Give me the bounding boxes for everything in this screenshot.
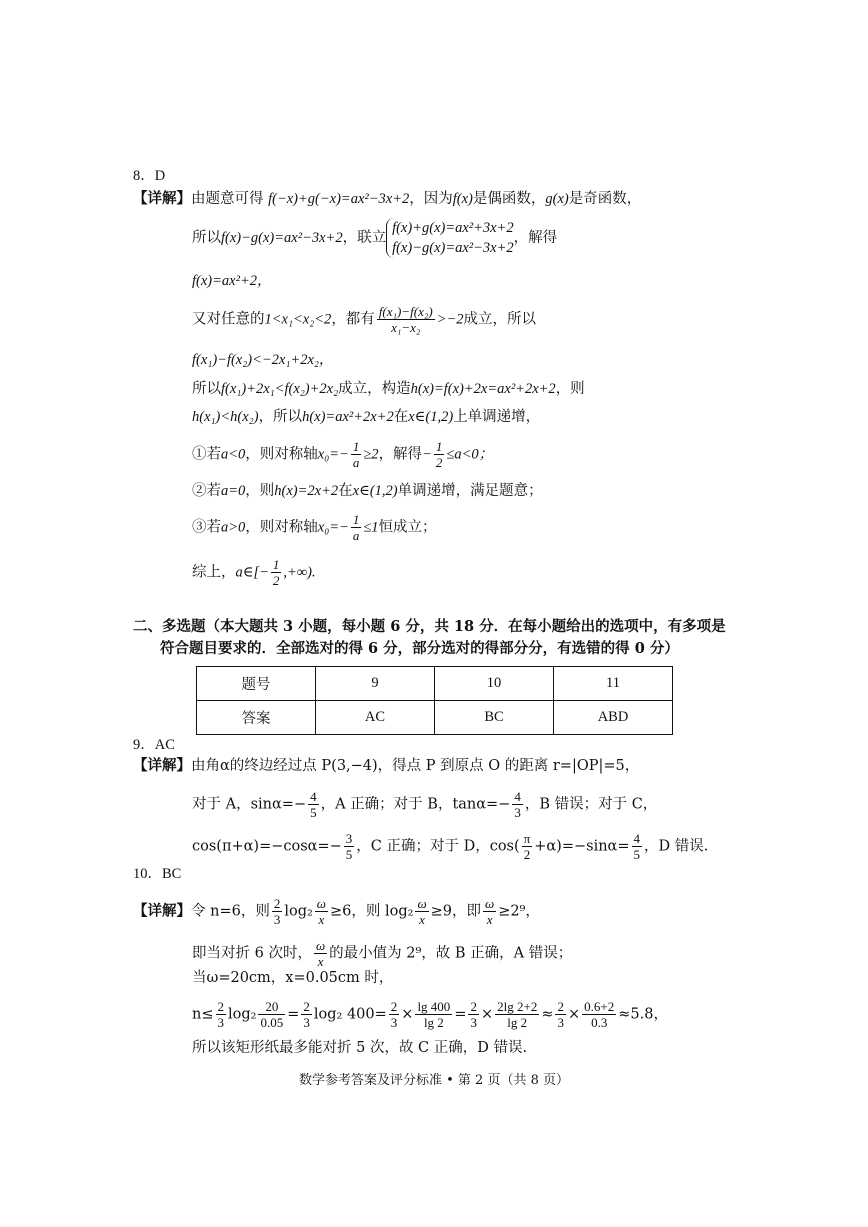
fraction <box>495 1000 539 1029</box>
fraction <box>351 440 362 469</box>
q8-case-1 <box>192 440 493 469</box>
section2-heading-line-1: 二、多选题（本大题共 3 小题，每小题 6 分，共 18 分．在每小题给出的选项中，有多项是 <box>133 618 726 635</box>
numerator: 2 <box>217 999 224 1014</box>
table-cell: 题号 <box>197 667 316 701</box>
formula: f(x)+g(x)=ax²+3x+2 <box>392 220 514 236</box>
formula: ,+∞). <box>283 564 316 581</box>
text: ①若 <box>192 446 221 463</box>
q10-detail-tag: 【详解】 <box>133 902 191 920</box>
text: = <box>454 1006 467 1023</box>
formula: x₀=− <box>317 519 349 536</box>
text: ，解得 <box>513 230 558 246</box>
q8-case-3 <box>192 513 437 542</box>
text: ③若 <box>192 519 221 536</box>
equation-system <box>386 218 514 258</box>
fraction <box>272 897 283 926</box>
formula: f(x) <box>452 191 473 207</box>
text: 的最小值为 2⁹，故 B 正确，A 错误； <box>329 945 573 962</box>
fraction <box>315 897 328 926</box>
formula: a∈[− <box>235 564 269 581</box>
q8-line-5: f(x₁)−f(x₂)<−2x₁+2x₂， <box>192 352 334 368</box>
numerator: 2 <box>390 999 398 1014</box>
numerator: 4 <box>633 831 640 846</box>
formula: a<0 <box>221 446 246 463</box>
fraction <box>258 1000 285 1029</box>
text: 综上， <box>192 564 236 581</box>
text: 上单调递增， <box>453 409 541 425</box>
formula: − <box>422 446 432 463</box>
fraction <box>415 897 428 926</box>
formula: f(x)−g(x)=ax²−3x+2 <box>221 230 343 246</box>
formula: 1<x₁<x₂<2 <box>264 311 332 328</box>
table-row <box>197 701 673 735</box>
text: ≥6，则 log₂ <box>329 903 414 920</box>
q8-line-1 <box>133 192 641 207</box>
text: × <box>401 1006 414 1023</box>
text: ，D 错误. <box>644 838 709 855</box>
numerator: ω <box>485 896 495 911</box>
text: log₂ <box>284 903 313 920</box>
fraction <box>314 939 327 968</box>
denominator: x <box>419 912 425 927</box>
text: ，所以 <box>258 409 303 425</box>
fraction <box>216 1000 227 1029</box>
numerator: 0.6+2 <box>584 999 615 1014</box>
denominator: 2 <box>523 847 531 862</box>
text: 成立，所以 <box>463 311 537 328</box>
formula: >−2 <box>436 311 464 328</box>
table-cell: 答案 <box>197 701 316 735</box>
q8-detail-tag: 【详解】 <box>133 190 191 207</box>
denominator: 3 <box>303 1015 310 1030</box>
q10-line-4 <box>192 1000 668 1029</box>
q10-line-1 <box>133 897 540 926</box>
q8-line-4 <box>192 305 536 334</box>
denominator: x₁−x₂ <box>391 320 421 335</box>
fraction <box>351 513 362 542</box>
denominator: 3 <box>557 1015 564 1030</box>
fraction <box>344 832 355 861</box>
fraction <box>522 832 533 861</box>
q9-header: 9．AC <box>133 737 175 753</box>
table-cell: 11 <box>554 667 673 701</box>
numerator: ω <box>315 938 326 953</box>
text: 即当对折 6 次时， <box>192 945 312 962</box>
text: 由角α的终边经过点 P(3,−4)，得点 P 到原点 O 的距离 r=|OP|=5， <box>191 758 640 774</box>
numerator: 1 <box>352 439 360 454</box>
formula: a=0 <box>221 483 246 499</box>
denominator: 3 <box>273 912 281 927</box>
q10-line-3: 当ω=20cm，x=0.05cm 时， <box>192 970 394 986</box>
denominator: 5 <box>310 805 317 820</box>
denominator: 0.3 <box>591 1015 608 1030</box>
table-cell: ABD <box>554 701 673 735</box>
table-cell: BC <box>435 701 554 735</box>
q8-summary <box>192 558 316 587</box>
numerator: ω <box>316 896 326 911</box>
numerator: 2 <box>557 999 564 1014</box>
text: 对于 A，sinα=− <box>192 796 307 813</box>
fraction <box>512 790 523 819</box>
formula: f(x)−g(x)=ax²−3x+2 <box>392 240 514 256</box>
fraction <box>308 790 319 819</box>
q8-line-6 <box>192 382 585 397</box>
text: ，则对称轴 <box>245 446 318 463</box>
fraction <box>434 440 445 469</box>
text: ≈ <box>541 1006 554 1023</box>
formula: ≤a<0； <box>446 446 494 463</box>
denominator: 3 <box>390 1015 398 1030</box>
text: ≥2⁹， <box>498 903 540 920</box>
q8-line-3: f(x)=ax²+2， <box>192 273 272 289</box>
denominator: lg 2 <box>507 1015 528 1030</box>
fraction <box>389 1000 400 1029</box>
denominator: x <box>318 912 325 927</box>
text: × <box>567 1006 581 1023</box>
text: ，则 <box>245 483 275 499</box>
denominator: 5 <box>633 847 640 862</box>
q10-header: 10．BC <box>133 866 182 882</box>
fraction <box>555 1000 566 1029</box>
text: ②若 <box>192 483 221 499</box>
table-cell: 9 <box>316 667 435 701</box>
formula: h(x₁)<h(x₂) <box>192 409 259 425</box>
text: 在 <box>338 483 353 499</box>
q8-line-7 <box>192 410 540 425</box>
page-footer: 数学参考答案及评分标准 • 第 2 页（共 8 页） <box>298 1073 569 1088</box>
fraction <box>468 1000 479 1029</box>
numerator: 1 <box>435 439 443 454</box>
text: ≥9，即 <box>430 903 481 920</box>
denominator: 5 <box>345 847 353 862</box>
formula: f(−x)+g(−x)=ax²−3x+2 <box>268 191 410 207</box>
text: ，则 <box>555 381 585 397</box>
text: 所以 <box>192 381 221 397</box>
formula: f(x₁)+2x₁<f(x₂)+2x₂ <box>221 381 339 397</box>
text: 恒成立； <box>378 519 437 536</box>
fraction <box>377 305 435 334</box>
q9-line-1 <box>133 759 639 774</box>
denominator: a <box>352 455 360 470</box>
fraction <box>271 558 282 587</box>
text: log₂ <box>228 1006 257 1023</box>
numerator: 4 <box>310 789 317 804</box>
denominator: 2 <box>272 573 280 588</box>
q9-line-3 <box>192 832 708 861</box>
formula: x∈(1,2) <box>408 409 454 425</box>
text: 成立，构造 <box>338 381 411 397</box>
text: 又对任意的 <box>192 311 265 328</box>
text: × <box>480 1006 494 1023</box>
text: ，A 正确；对于 B，tanα=− <box>320 796 511 813</box>
text: ，则对称轴 <box>245 519 318 536</box>
text: 由题意可得 <box>191 191 264 207</box>
formula: ≤1 <box>363 519 379 536</box>
q8-line-2 <box>192 218 557 258</box>
section2-heading-line-2: 符合题目要求的．全部选对的得 6 分，部分选对的得部分分，有选错的得 0 分） <box>160 640 679 657</box>
denominator: x <box>486 912 493 927</box>
text: n≤ <box>192 1006 214 1023</box>
text: ，都有 <box>331 311 375 328</box>
text: +α)=−sinα= <box>534 838 630 855</box>
text: = <box>287 1006 300 1023</box>
formula: h(x)=2x+2 <box>274 483 339 499</box>
text: 是奇函数， <box>568 191 642 207</box>
text: log₂ 400= <box>313 1006 387 1023</box>
fraction <box>632 832 643 861</box>
formula: x∈(1,2) <box>352 483 398 499</box>
denominator: 3 <box>217 1015 224 1030</box>
q10-line-5: 所以该矩形纸最多能对折 5 次，故 C 正确，D 错误. <box>192 1040 528 1056</box>
fraction <box>483 897 496 926</box>
table-cell: AC <box>316 701 435 735</box>
denominator: lg 2 <box>423 1015 444 1030</box>
text: ，解得 <box>378 446 423 463</box>
denominator: 3 <box>470 1015 477 1030</box>
denominator: 0.05 <box>260 1015 284 1030</box>
formula: x₀=− <box>317 446 349 463</box>
numerator: 2 <box>303 999 310 1014</box>
denominator: 3 <box>514 805 521 820</box>
formula: h(x)=ax²+2x+2 <box>302 409 394 425</box>
text: 单调递增，满足题意； <box>397 483 543 499</box>
formula: h(x)=f(x)+2x=ax²+2x+2 <box>410 381 556 397</box>
text: 令 n=6，则 <box>191 903 270 920</box>
text: ，B 错误；对于 C， <box>524 796 658 813</box>
q8-case-2 <box>192 484 543 499</box>
denominator: a <box>352 528 360 543</box>
q8-header: 8．D <box>133 168 166 184</box>
numerator: 3 <box>345 831 353 846</box>
numerator: 4 <box>514 789 521 804</box>
table-row <box>197 667 673 701</box>
table-cell: 10 <box>435 667 554 701</box>
text: ≈5.8， <box>618 1006 668 1023</box>
numerator: 1 <box>272 557 280 572</box>
fraction <box>415 1000 452 1029</box>
text: 在 <box>393 409 409 425</box>
denominator: 2 <box>435 455 443 470</box>
numerator: 2lg 2+2 <box>497 999 538 1014</box>
text: ，C 正确；对于 D，cos( <box>356 838 520 855</box>
text: ，联立 <box>342 230 387 246</box>
numerator: 1 <box>352 512 360 527</box>
q9-line-2 <box>192 790 657 819</box>
numerator: 2 <box>470 999 477 1014</box>
numerator: f(x₁)−f(x₂) <box>378 304 433 319</box>
text: 是偶函数， <box>472 191 546 207</box>
text: ，因为 <box>409 191 453 207</box>
text: cos(π+α)=−cosα=− <box>192 838 342 855</box>
numerator: lg 400 <box>417 999 451 1014</box>
numerator: 20 <box>258 1000 285 1015</box>
fraction <box>301 1000 312 1029</box>
formula: g(x) <box>545 191 569 207</box>
formula: ≥2 <box>363 446 379 463</box>
text: 所以 <box>192 230 221 246</box>
answer-table <box>196 666 673 735</box>
numerator: 2 <box>273 896 281 911</box>
formula: a>0 <box>221 519 246 536</box>
denominator: x <box>317 954 324 969</box>
q10-line-2 <box>192 939 572 968</box>
fraction <box>582 1000 616 1029</box>
q9-detail-tag: 【详解】 <box>133 757 191 774</box>
numerator: ω <box>417 896 427 911</box>
numerator: π <box>523 831 531 846</box>
